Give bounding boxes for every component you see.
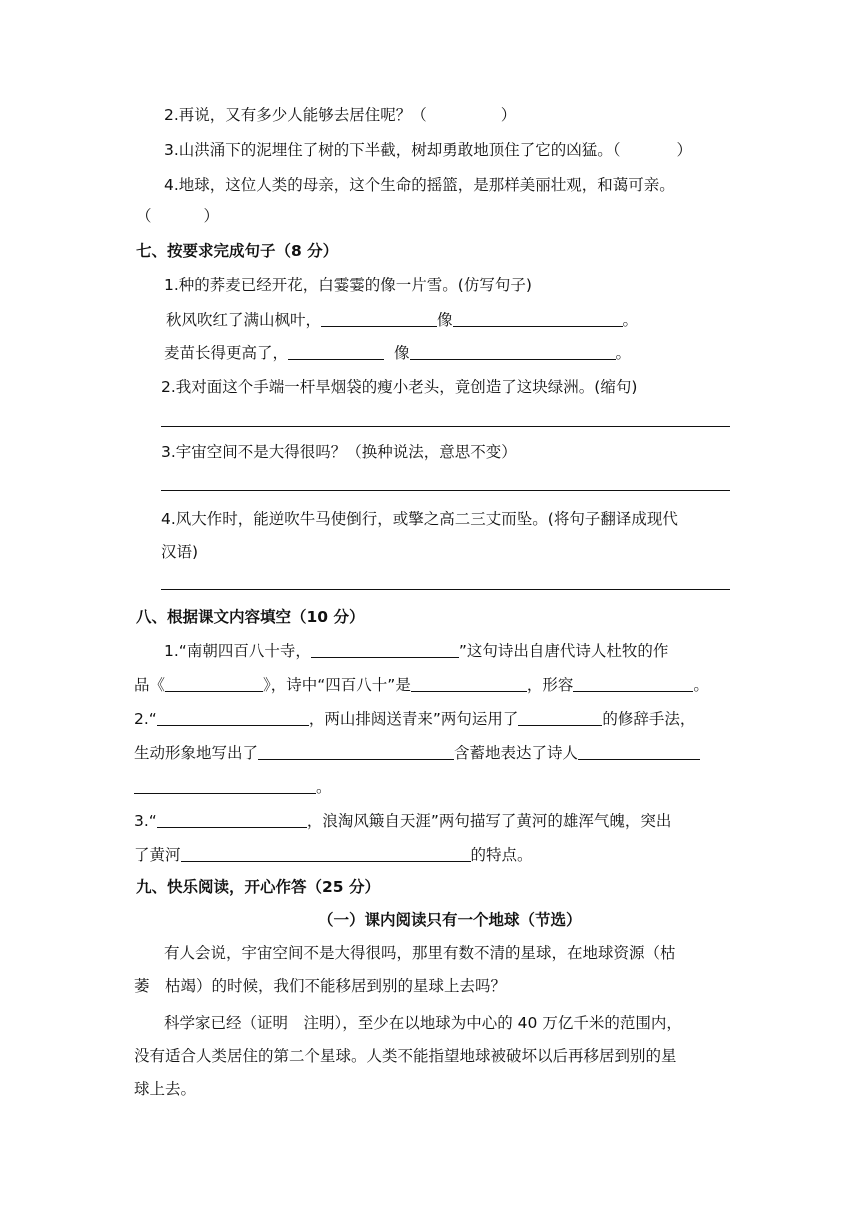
- sec8-q1-line1: 1.“南朝四百八十寺， ”这句诗出自唐代诗人杜牧的作: [164, 642, 669, 660]
- fill-blank[interactable]: [134, 777, 316, 794]
- fill-blank[interactable]: [411, 675, 527, 692]
- fill-blank[interactable]: [258, 743, 454, 760]
- sec8-q2-line2: 生动形象地写出了 含蓄地表达了诗人: [134, 742, 700, 764]
- sec8-q3-line1: 3.“ ，浪淘风簸自天涯”两句描写了黄河的雄浑气魄，突出: [134, 812, 672, 830]
- passage-p1-line1: 有人会说，宇宙空间不是大得很吗，那里有数不清的星球，在地球资源（枯: [164, 944, 676, 962]
- fill-blank[interactable]: [288, 343, 384, 360]
- q6-item-4-paren: （ ）: [136, 207, 220, 225]
- passage-p2-line2: 没有适合人类居住的第二个星球。人类不能指望地球被破坏以后再移居到别的星: [134, 1047, 677, 1065]
- sec7-q1: 1.种的荞麦已经开花，白霎霎的像一片雪。(仿写句子): [164, 276, 532, 294]
- section-9-title: 九、快乐阅读，开心作答（25 分）: [136, 878, 380, 896]
- fill-blank[interactable]: [165, 675, 263, 692]
- sec7-q1-line-b: 麦苗长得更高了， 像 。: [164, 344, 632, 362]
- sec7-q2: 2.我对面这个手端一杆旱烟袋的瘦小老头，竟创造了这块绿洲。(缩句): [161, 378, 638, 396]
- fill-blank[interactable]: [518, 709, 602, 726]
- fill-blank[interactable]: [578, 743, 700, 760]
- sec8-q2-line1: 2.“ ，两山排闼送青来”两句运用了 的修辞手法，: [134, 710, 696, 728]
- passage-p2-line1: 科学家已经（证明 注明），至少在以地球为中心的 40 万亿千米的范围内，: [164, 1014, 682, 1032]
- passage-p1-line2: 萎 枯竭）的时候，我们不能移居到别的星球上去吗？: [134, 977, 507, 995]
- q6-item-2: 2.再说，又有多少人能够去居住呢？（ ）: [164, 106, 517, 124]
- fill-blank[interactable]: [453, 310, 623, 327]
- reading-subtitle: （一）课内阅读只有一个地球（节选）: [318, 911, 582, 929]
- sec8-q1-line2: 品《 》，诗中“四百八十”是 ，形容 。: [134, 676, 709, 694]
- fill-blank[interactable]: [157, 811, 307, 828]
- passage-p2-line3: 球上去。: [134, 1080, 197, 1098]
- sec7-q1-line-a: 秋风吹红了满山枫叶， 像 。: [166, 311, 639, 329]
- section-8-title: 八、根据课文内容填空（10 分）: [136, 608, 365, 626]
- fill-blank[interactable]: [410, 343, 616, 360]
- q6-item-4: 4.地球，这位人类的母亲，这个生命的摇篮，是那样美丽壮观，和蔼可亲。: [164, 176, 675, 194]
- fill-blank[interactable]: [157, 709, 309, 726]
- q6-item-3: 3.山洪涌下的泥埋住了树的下半截，树却勇敢地顶住了它的凶猛。（ ）: [164, 141, 693, 159]
- fill-blank[interactable]: [311, 641, 459, 658]
- sec7-q3: 3.宇宙空间不是大得很吗？（换种说法，意思不变）: [161, 443, 517, 461]
- fill-blank[interactable]: [181, 845, 471, 862]
- answer-line[interactable]: [161, 426, 730, 427]
- fill-blank[interactable]: [573, 675, 693, 692]
- fill-blank[interactable]: [321, 310, 437, 327]
- sec8-q3-line2: 了黄河 的特点。: [134, 846, 533, 864]
- section-7-title: 七、按要求完成句子（8 分）: [136, 242, 339, 260]
- answer-line[interactable]: [161, 490, 730, 491]
- answer-line[interactable]: [161, 589, 730, 590]
- sec7-q4-line1: 4.风大作时，能逆吹牛马使倒行，或擎之高二三丈而坠。(将句子翻译成现代: [161, 510, 678, 528]
- sec7-q4-line2: 汉语): [161, 543, 199, 561]
- sec8-q2-line3: 。: [134, 776, 332, 798]
